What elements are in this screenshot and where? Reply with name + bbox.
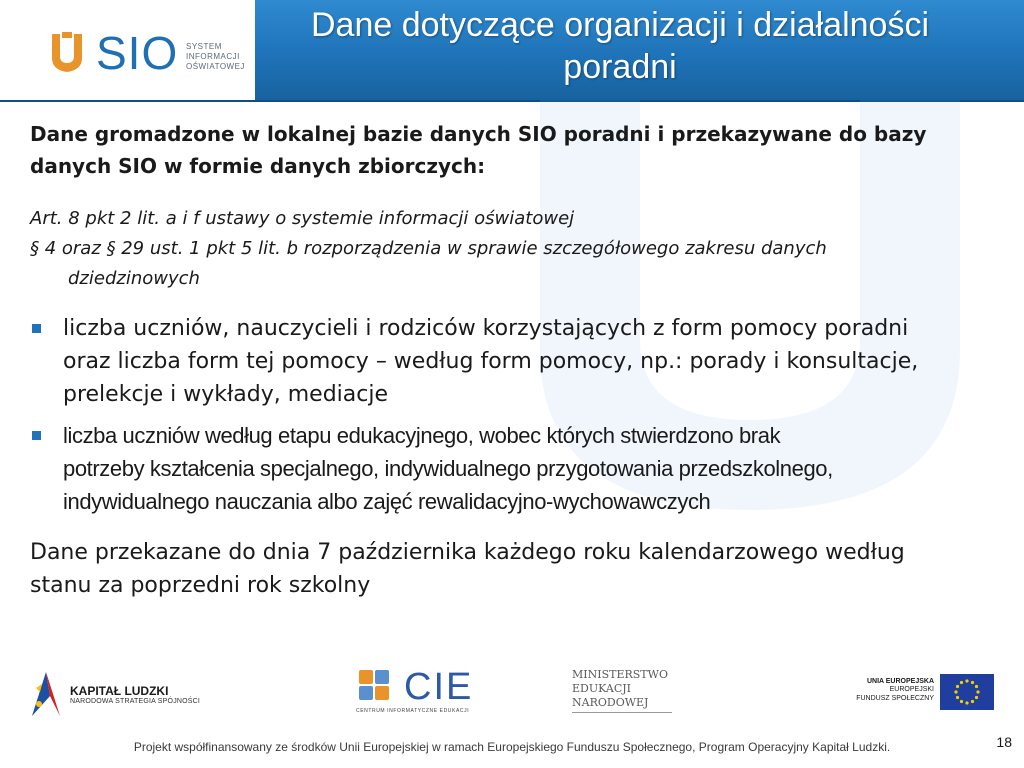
logo-text: SIO bbox=[96, 27, 179, 79]
header-bar bbox=[0, 0, 1024, 102]
sio-shield-icon bbox=[48, 30, 86, 74]
bullet-square-icon bbox=[32, 324, 41, 333]
cie-subtitle: CENTRUM INFORMATYCZNE EDUKACJI bbox=[356, 708, 470, 714]
footer-note: Projekt współfinansowany ze środków Unii Europejskiej w ramach Europejskiego Funduszu Społecznego, Program Operacyjny Kapitał Ludzki. bbox=[133, 740, 891, 754]
sio-logo bbox=[0, 0, 255, 100]
closing-text: Dane przekazane do dnia 7 października każdego roku kalendarzowego według stanu za poprzedni rok szkolny bbox=[30, 540, 905, 598]
ue-text: UNIA EUROPEJSKA EUROPEJSKI FUNDUSZ SPOŁECZNY bbox=[856, 678, 934, 702]
cie-text: CIE bbox=[404, 666, 474, 708]
reference-regulation: § 4 oraz § 29 ust. 1 pkt 5 lit. b rozporządzenia w sprawie szczegółowego zakresu danych bbox=[30, 238, 827, 259]
footer-logos bbox=[0, 662, 1024, 724]
kapital-ludzki-text: KAPITAŁ LUDZKI NARODOWA STRATEGIA SPÓJNOŚCI bbox=[70, 684, 201, 705]
eu-flag-icon bbox=[940, 674, 994, 710]
slide-content bbox=[30, 118, 990, 602]
reference-act: Art. 8 pkt 2 lit. a i f ustawy o systemie informacji oświatowej bbox=[30, 208, 575, 229]
men-underline bbox=[572, 712, 672, 713]
reference-regulation-cont: dziedzinowych bbox=[68, 268, 200, 289]
page-number: 18 bbox=[996, 734, 1012, 750]
bullet-square-icon bbox=[32, 431, 41, 440]
kapital-ludzki-logo-icon bbox=[30, 666, 64, 718]
logo-subtitle: SYSTEM INFORMACJI OŚWIATOWEJ bbox=[186, 42, 245, 71]
page-title: Dane dotyczące organizacji i działalności poradni bbox=[311, 6, 929, 86]
bullet-list bbox=[30, 312, 990, 518]
cie-logo-icon bbox=[355, 668, 393, 704]
list-item: liczba uczniów według etapu edukacyjnego, wobec których stwierdzono brak potrzeby kształcenia specjalnego, indywidualnego przygotowania przedszkolnego, indywidualnego nauczania albo zajęć rewalidacyjno-wychowawczych bbox=[30, 419, 990, 518]
lead-text: Dane gromadzone w lokalnej bazie danych SIO poradni i przekazywane do bazy danych SIO w formie danych zbiorczych: bbox=[30, 122, 927, 178]
men-logo: MINISTERSTWO EDUKACJI NARODOWEJ bbox=[572, 668, 672, 713]
legal-references bbox=[30, 204, 990, 294]
list-item: liczba uczniów, nauczycieli i rodziców korzystających z form pomocy poradni oraz liczba form tej pomocy – według form pomocy, np.: porady i konsultacje, prelekcje i wykłady, mediacje bbox=[30, 312, 990, 411]
